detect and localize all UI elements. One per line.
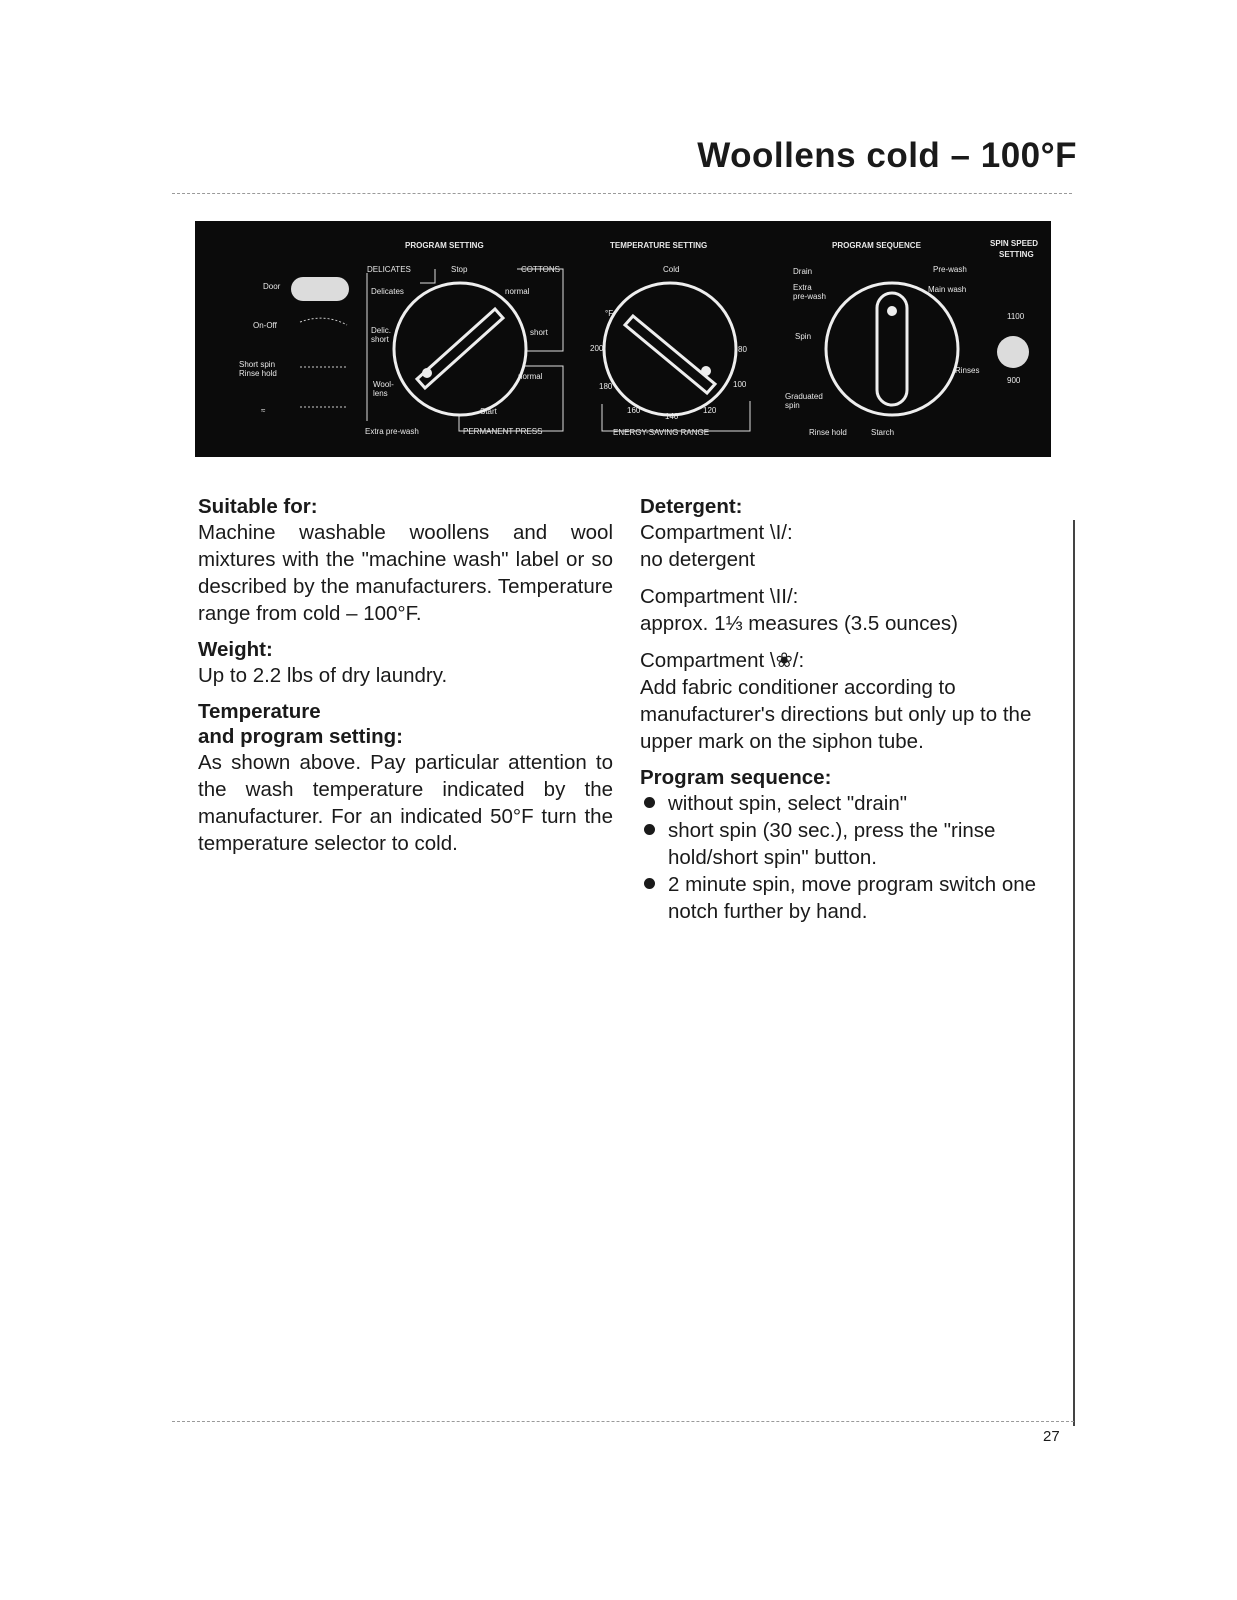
compartment-2-text: approx. 1⅓ measures (3.5 ounces) bbox=[640, 612, 958, 635]
label-short: short bbox=[530, 328, 548, 337]
temperature-text: As shown above. Pay particular attention to the wash temperature indicated by the manufacturer. For an indicated 50°F turn the temperature selector to cold. bbox=[198, 751, 613, 855]
label-prewash: Pre-wash bbox=[933, 265, 967, 274]
control-panel-figure bbox=[195, 221, 1051, 457]
top-divider bbox=[172, 193, 1072, 194]
label-140: 140 bbox=[665, 412, 679, 421]
sequence-heading: Program sequence: bbox=[640, 766, 832, 789]
label-180: 180 bbox=[599, 382, 613, 391]
bullet-icon bbox=[644, 797, 655, 808]
label-200: 200 bbox=[590, 344, 604, 353]
label-main-wash: Main wash bbox=[928, 285, 967, 294]
program-setting-heading: and program setting: bbox=[198, 725, 404, 748]
label-degf: °F bbox=[605, 309, 614, 318]
spin-speed-knob bbox=[997, 336, 1029, 368]
bottom-divider bbox=[172, 1421, 1074, 1422]
label-cold: Cold bbox=[663, 265, 680, 274]
on-off-label: On-Off bbox=[253, 321, 277, 330]
label-energy-saving: ENERGY-SAVING RANGE bbox=[613, 428, 710, 437]
sequence-item-text: without spin, select "drain" bbox=[668, 792, 908, 815]
list-item bbox=[640, 871, 1055, 925]
label-stop: Stop bbox=[451, 265, 468, 274]
temperature-heading: Temperature bbox=[198, 700, 321, 723]
program-sequence-header: PROGRAM SEQUENCE bbox=[832, 241, 921, 250]
label-900: 900 bbox=[1007, 376, 1021, 385]
label-cottons: COTTONS bbox=[521, 265, 560, 274]
sequence-item-text: short spin (30 sec.), press the "rinse hold/short spin" button. bbox=[668, 819, 996, 869]
compartment-1-label: Compartment \I/: bbox=[640, 521, 793, 544]
program-setting-header: PROGRAM SETTING bbox=[405, 241, 484, 250]
spin-speed-header-1: SPIN SPEED bbox=[990, 239, 1039, 248]
suitable-heading: Suitable for: bbox=[198, 495, 318, 518]
label-1100: 1100 bbox=[1007, 312, 1025, 321]
label-normal-pp: normal bbox=[518, 372, 543, 381]
left-column bbox=[198, 494, 613, 867]
sequence-dial bbox=[826, 283, 958, 415]
suitable-text: Machine washable woollens and wool mixtures with the "machine wash" label or so described by the manufacturers. Temperature range from cold – 100°F. bbox=[198, 521, 613, 625]
compartment-3-label: Compartment \❀/: bbox=[640, 649, 805, 672]
label-extra-2: pre-wash bbox=[793, 292, 826, 301]
sequence-item-text: 2 minute spin, move program switch one notch further by hand. bbox=[668, 873, 1037, 923]
bullet-icon bbox=[644, 878, 655, 889]
label-160: 160 bbox=[627, 406, 641, 415]
temperature-setting-header: TEMPERATURE SETTING bbox=[610, 241, 708, 250]
label-100: 100 bbox=[733, 380, 747, 389]
energy-icon: ≈ bbox=[261, 406, 266, 415]
label-80: 80 bbox=[738, 345, 747, 354]
label-extra: Extra bbox=[793, 283, 812, 292]
right-column bbox=[640, 494, 1055, 925]
sequence-list bbox=[640, 790, 1055, 925]
label-drain: Drain bbox=[793, 267, 813, 276]
list-item bbox=[640, 790, 1055, 817]
list-item bbox=[640, 817, 1055, 871]
label-rinses: Rinses bbox=[955, 366, 980, 375]
temperature-dial bbox=[604, 283, 736, 415]
page-title: Woollens cold – 100°F bbox=[697, 136, 1077, 175]
page-number: 27 bbox=[1043, 1428, 1060, 1445]
label-wool: Wool- bbox=[373, 380, 394, 389]
label-normal-cottons: normal bbox=[505, 287, 530, 296]
label-120: 120 bbox=[703, 406, 717, 415]
label-graduated: Graduated bbox=[785, 392, 823, 401]
spin-speed-header-2: SETTING bbox=[999, 250, 1034, 259]
bullet-icon bbox=[644, 824, 655, 835]
label-delic-short-2: short bbox=[371, 335, 389, 344]
program-dial bbox=[394, 283, 526, 415]
right-margin-rule bbox=[1073, 520, 1075, 1426]
detergent-heading: Detergent: bbox=[640, 495, 743, 518]
label-spin: Spin bbox=[795, 332, 812, 341]
compartment-3-text: Add fabric conditioner according to manufacturer's directions but only up to the upper mark on the siphon tube. bbox=[640, 676, 1032, 753]
door-button bbox=[291, 277, 349, 301]
label-delic-short: Delic. bbox=[371, 326, 392, 335]
label-permanent-press: PERMANENT PRESS bbox=[463, 427, 543, 436]
label-rinse-hold: Rinse hold bbox=[809, 428, 847, 437]
door-label: Door bbox=[263, 282, 281, 291]
label-starch: Starch bbox=[871, 428, 895, 437]
weight-heading: Weight: bbox=[198, 638, 273, 661]
short-spin-label: Short spin bbox=[239, 360, 276, 369]
compartment-1-text: no detergent bbox=[640, 548, 756, 571]
label-delicates-cap: DELICATES bbox=[367, 265, 411, 274]
label-start: Start bbox=[480, 407, 497, 416]
label-delicates: Delicates bbox=[371, 287, 404, 296]
label-extra-prewash: Extra pre-wash bbox=[365, 427, 419, 436]
label-graduated-2: spin bbox=[785, 401, 800, 410]
rinse-hold-label: Rinse hold bbox=[239, 369, 277, 378]
label-wool-2: lens bbox=[373, 389, 388, 398]
compartment-2-label: Compartment \II/: bbox=[640, 585, 799, 608]
weight-text: Up to 2.2 lbs of dry laundry. bbox=[198, 664, 448, 687]
